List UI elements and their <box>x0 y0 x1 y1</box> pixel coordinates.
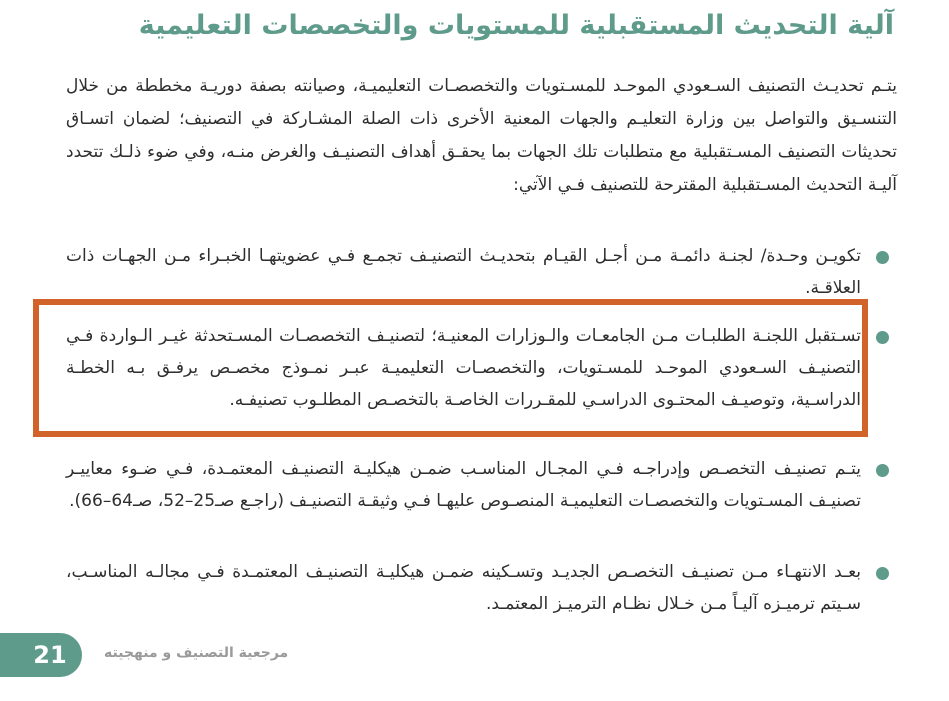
list-item-text: يتـم تصنيـف التخصـص وإدراجـه فـي المجـال المناسـب ضمـن هيكليـة التصنيـف المعتمـدة، فـي ضـوء معاييـر تصنيـف المسـتويات والتخصصـات التعليميـة المنصـوص عليهـا فـي وثيقـة التصنيـف (راجـع صـ25–52، صـ64–66). <box>66 459 861 511</box>
list-item <box>66 240 897 304</box>
bullet-dot-icon <box>876 251 889 264</box>
bullet-dot-icon <box>876 331 889 344</box>
list-item-text: بعـد الانتهـاء مـن تصنيـف التخصـص الجديـد وتسـكينه ضمـن هيكليـة التصنيـف المعتمـدة فـي مجالـه المناسـب، سـيتم ترميـزه آليـاً مـن خـلال نظـام الترميـز المعتمـد. <box>66 562 861 614</box>
bullet-dot-icon <box>876 567 889 580</box>
list-item-text: تسـتقبل اللجنـة الطلبـات مـن الجامعـات والـوزارات المعنيـة؛ لتصنيـف التخصصـات المسـتحدثة غيـر الـواردة فـي التصنيـف السـعودي الموحـد للمسـتويات، والتخصصـات التعليميـة عبـر نمـوذج مخصـص يرفـق بـه الخطـة الدراسـية، وتوصيـف المحتـوى الدراسـي للمقـررات الخاصـة بالتخصـص المطلـوب تصنيفـه. <box>66 326 861 410</box>
list-item <box>66 453 897 517</box>
intro-paragraph: يتـم تحديـث التصنيف السـعودي الموحـد للمسـتويات والتخصصـات التعليميـة، وصيانته بصفة دوريـة مخططة من خلال التنسـيق والتواصل بين وزارة التعليـم والجهات المعنية الأخرى ذات الصلة المشـاركة في التصنيف؛ لضمان اتسـاق تحديثات التصنيف المسـتقبلية مع متطلبات تلك الجهات بما يحقـق أهداف التصنيـف والغرض منـه، وفي ضوء ذلـك تتحدد آليـة التحديث المسـتقبلية المقترحة للتصنيف فـي الآتي: <box>66 76 897 195</box>
page-number-badge: 21 <box>0 633 82 677</box>
page-title: آلية التحديث المستقبلية للمستويات والتخصصات التعليمية <box>138 10 894 41</box>
bullet-dot-icon <box>876 464 889 477</box>
list-item-text: تكويـن وحـدة/ لجنـة دائمـة مـن أجـل القيـام بتحديـث التصنيـف تجمـع فـي عضويتهـا الخبـراء مـن الجهـات ذات العلاقـة. <box>66 246 861 298</box>
footer-label: مرجعية التصنيف و منهجيته <box>104 645 289 661</box>
highlight-frame <box>33 299 868 437</box>
list-item <box>66 556 897 620</box>
